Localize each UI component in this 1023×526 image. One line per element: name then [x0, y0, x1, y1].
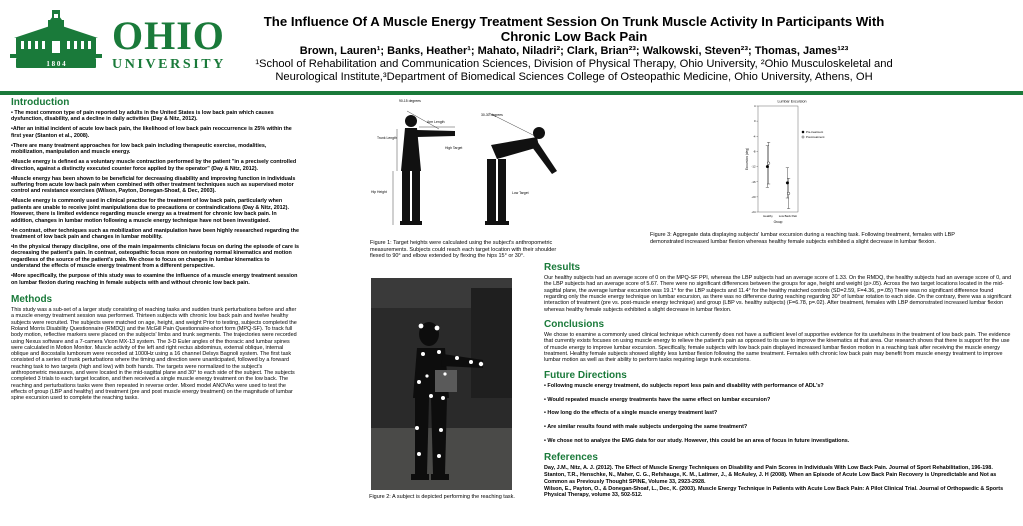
x-axis-label: Group — [773, 220, 783, 224]
figure-3-caption: Figure 3: Aggregate data displaying subjects' lumbar excursion during a reaching task. Following treatment, females with LBP demonstrated increased lumbar flexion whereas healthy female subjects exhibited a slight decrease in lumbar flexion. — [650, 232, 955, 245]
fig1-label-angle30: 30-30 degrees — [481, 113, 503, 117]
future-item: • We chose not to analyze the EMG data for our study. However, this could be an area of focus in future investigations. — [544, 438, 850, 445]
figure-1-diagram — [369, 97, 575, 235]
intro-bullet: •Muscle energy is commonly used in clinical practice for the treatment of low back pain, particularly when patients are unable to receive joint manipulations due to precautions or contraindications (Day & Nitz, 2012). However, there is limited evidence regarding muscle energy as a treatment for chronic low back pain. In addition, changes in lumbar motion following a muscle energy technique have not been investigated. — [11, 198, 289, 224]
intro-bullet: •Muscle energy has been shown to be beneficial for decreasing disability and improving function in individuals suffering from acute low back pain when combined with other treatment techniques such as supervised motor control and resistance exercises (Wilson, Payton, Donegan-Shoaf, & Dec, 2003). — [11, 175, 296, 195]
future-directions-heading: Future Directions — [544, 369, 627, 381]
y-tick-label: -8 — [753, 149, 756, 154]
intro-bullet: •More specifically, the purpose of this study was to examine the influence of a muscle energy treatment session on lumbar flexion during reaching in female subjects with and without chronic low back pain. — [11, 273, 298, 286]
future-item: • Following muscle energy treatment, do subjects report less pain and disability with performance of ADL's? — [544, 382, 824, 389]
data-point — [767, 162, 770, 165]
left-column — [11, 97, 299, 405]
y-tick-label: 4 — [753, 104, 756, 109]
results-heading: Results — [544, 262, 581, 273]
y-tick-label: -20 — [751, 194, 756, 199]
conclusions-body: We chose to examine a commonly used clinical technique which currently does not have a sufficient level of supportive evidence for its usefulness in the treatment of low back pain. The evidence that currently exists focuses on using muscle energy to relieve the patient's pain as opposed to its use to improve the kinematics at that area. Our research shows that there is support for the use of muscle energy to improve lumbar excursion. Specifically, female subjects with low back pain displayed increased lumbar flexion motion in a reaching task after receiving the muscle energy treatment. Healthy female subjects showed slightly less lumbar flexion following the same treatment. Females with chronic low back pain may benefit from muscle energy treatment to improve lumbar motion as well as their ability to perform tasks requiring large trunk excursions. — [544, 332, 1011, 364]
legend-label: Pre-treatment — [806, 130, 824, 134]
methods-heading: Methods — [11, 294, 53, 306]
poster-title: The Influence Of A Muscle Energy Treatment Session On Trunk Muscle Activity In Participants With Chronic Low Back Pain — [263, 14, 885, 44]
figure-1-caption: Figure 1: Target heights were calculated using the subject's anthropometric measurements. Subjects could reach each target location with their shoulder flexed to 90° and elbow extended by flexing the hips 15° or 30°. — [370, 240, 557, 259]
conclusions-heading: Conclusions — [544, 319, 605, 331]
introduction-heading: Introduction — [11, 97, 70, 108]
chart-title: Lumbar Excursion — [777, 99, 807, 104]
chart-plot-frame — [758, 106, 798, 212]
fig1-label-angle90: 90-15 degrees — [399, 99, 421, 103]
introduction-body — [11, 110, 299, 286]
future-item: • Are similar results found with male subjects undergoing the same treatment? — [544, 424, 748, 431]
legend-marker — [802, 136, 804, 138]
methods-body: This study was a sub-set of a larger study consisting of reaching tasks and sudden trunk perturbations before and after a muscle energy treatment session was performed. Thirteen subjects with chronic low back pain and twelve healthy subjects were recruited. The subjects were matched on age, height, and weight Prior to testing, subjects completed the Roland Morris Disability Questionnaire (RMDQ) and the McGill Pain Questionnaire-short form (MPQ-SF). To track full body motion, reflective markers were placed on the subjects' limbs and trunk segments. The trajectories were recorded using Nexus software and a 7-camera Vicon MX-13 system. The 3-D Euler angles of the thoracic and lumbar spines were calculated in Motion Monitor. Muscle activity of the left and right rectus abdominus, external oblique, internal oblique and iliocostalis lumborum were recorded at 1000Hz using a 16 channel Delsys Bagnoli system. The first task consisted of a series of trunk perturbations where the timing and direction were unanticipated, followed by a forward reaching task to two targets (high and low) with both hands. The targets were normalized to the subject's anthropometric measures, and were located in the mid-sagittal plane and 30° to each side of the subject. The subjects completed 3 trials to each target location, and then received a single muscle energy treatment on the low back. The reaching and perturbations tasks were then repeated in reverse order. Mixed model ANOVAs were used to test the effects of group (LBP and healthy) and treatment (pre and post muscle energy treatment) on the magnitude of lumbar spine excursion used to complete the reaching tasks. — [11, 307, 297, 402]
data-point — [786, 182, 789, 185]
wordmark-university: UNIVERSITY — [112, 57, 226, 72]
data-point — [787, 192, 790, 195]
intro-bullet: •Muscle energy is defined as a voluntary muscle contraction performed by the patient "in a precisely controlled direction, against a distinctly executed counter force applied by the operator" (Day & Nitz, 2012). — [11, 159, 297, 172]
references-heading: References — [544, 452, 598, 463]
y-tick-label: -24 — [751, 210, 756, 215]
right-column — [544, 262, 1012, 500]
future-item: • How long do the effects of a single muscle energy treatment last? — [544, 410, 718, 417]
poster-authors: Brown, Lauren¹; Banks, Heather¹; Mahato, Niladri²; Clark, Brian²³; Walkowski, Steven²³; Thomas, James¹²³ — [299, 45, 849, 57]
intro-bullet: • The most common type of pain reported by adults in the United States is low back pain which causes dysfunction, disability, and a decline in daily activities (Day & Nitz, 2012). — [11, 110, 274, 123]
fig1-label-trunk: Trunk Length — [377, 136, 397, 140]
y-axis-label: Excursion (deg) — [745, 147, 749, 171]
future-item: • Would repeated muscle energy treatments have the same effect on lumbar excursion? — [544, 396, 771, 403]
legend-marker — [802, 131, 804, 133]
figure-2-caption: Figure 2: A subject is depicted performing the reaching task. — [369, 494, 515, 500]
y-tick-label: -16 — [751, 179, 756, 184]
legend-label: Post-treatment — [806, 135, 825, 139]
fig1-label-high: High Target — [445, 146, 463, 150]
results-body: Our healthy subjects had an average score of 0 on the MPQ-SF PPI, whereas the LBP subjects had an average score of 1.33. On the RMDQ, the healthy subjects had an average score of 0, and the LBP subjects had an average score of 5.67. There were no significant differences between the groups for age, height and weight (p>.05). Across the two target locations located in the mid-sagittal plane, the average lumbar excursion was 19.1° for the LBP subjects and 11.4° for the healthy matched controls (SD=2.59, F=4.36, p=.05) There was no significant difference found regarding only the muscle energy technique on lumbar excursion, as there was no difference during reaching regarding 30° of lumbar rotation to each side. On the contrary, there was a significant interaction of treatment (pre vs. post-muscle energy technique) and group (LBP vs. healthy subjects) (F=6.78, p=.02). After treatment, females with LBP demonstrated increased lumbar flexion whereas healthy female subjects exhibited a slight decrease in lumbar flexion. — [544, 275, 1012, 313]
y-tick-label: -12 — [751, 164, 756, 169]
poster-affiliations: ¹School of Rehabilitation and Communication Sciences, Division of Physical Therapy, Ohio University, ²Ohio Musculoskeletal and Neurological Institute,³Department of Biomedical Sciences College of Osteopathic Medicine, Ohio University, Athens, OH — [255, 58, 893, 83]
intro-bullet: •In contrast, other techniques such as mobilization and manipulation have been highly researched regarding the treatment of low back pain and changes in lumbar mobility. — [11, 227, 299, 241]
fig1-label-low: Low Target — [512, 191, 529, 195]
seal-year: 1 8 0 4 — [46, 60, 66, 68]
university-seal-logo — [6, 6, 106, 70]
reference-item: Wilson, E., Payton, O., & Donegan-Shoaf, L., Dec, K. (2003). Muscle Energy Technique in Patients with Acute Low Back Pain: A Pilot Clinical Trial. Journal of Orthopaedic & Sports Physical Therapy, volume 33, 502-512. — [544, 486, 1004, 499]
intro-bullet: •There are many treatment approaches for low back pain including therapeutic exercise, modalities, mobilization, manipulation and muscle energy. — [11, 142, 267, 156]
subject-reaching-photo — [371, 278, 512, 490]
fig1-label-hip: Hip Height — [371, 190, 387, 194]
y-tick-label: 0 — [753, 119, 756, 124]
university-wordmark — [112, 13, 240, 73]
y-tick-label: -4 — [753, 134, 756, 139]
fig1-label-arm: Arm Length — [427, 120, 445, 124]
reference-item: Day, J.M., Nitz, A. J. (2012). The Effect of Muscle Energy Techniques on Disability and Pain Scores in Individuals With Low Back Pain. Journal of Sport Rehabilitation, 196-198. — [544, 465, 993, 471]
poster-header — [244, 14, 904, 84]
data-point — [766, 165, 769, 168]
x-tick-label: Healthy — [763, 214, 773, 218]
header-divider — [0, 91, 1023, 95]
intro-bullet: •After an initial incident of acute low back pain, the likelihood of low back pain reoccurrence is 25% within the first year (Stanton et al., 2008). — [11, 126, 292, 139]
wordmark-ohio: OHIO — [112, 13, 225, 58]
x-tick-label: Low Back Pain — [778, 214, 798, 218]
intro-bullet: •In the physical therapy discipline, one of the main impairments clinicians focus on during the episode of care is decreasing the patient's pain. In contrast, osteopathic focus more on restoring normal kinematics and motion regardless of the source of the patient's pain. We chose to focus on changes in lumbar kinematics to understand the effects of muscle energy treatment from a different perspective. — [11, 244, 299, 270]
figure-3-chart — [742, 98, 850, 232]
reference-item: Stanton, T.R., Henschke, N., Maher, C. G., Refshauge, K. M., Latimer, J., & McAuley, J. H (2008). When an Episode of Acute Low Back Pain Recovery is Unpredictable and Not as Common as Previously Thought SPINE, Volume 33, 2923-2928. — [544, 472, 997, 485]
